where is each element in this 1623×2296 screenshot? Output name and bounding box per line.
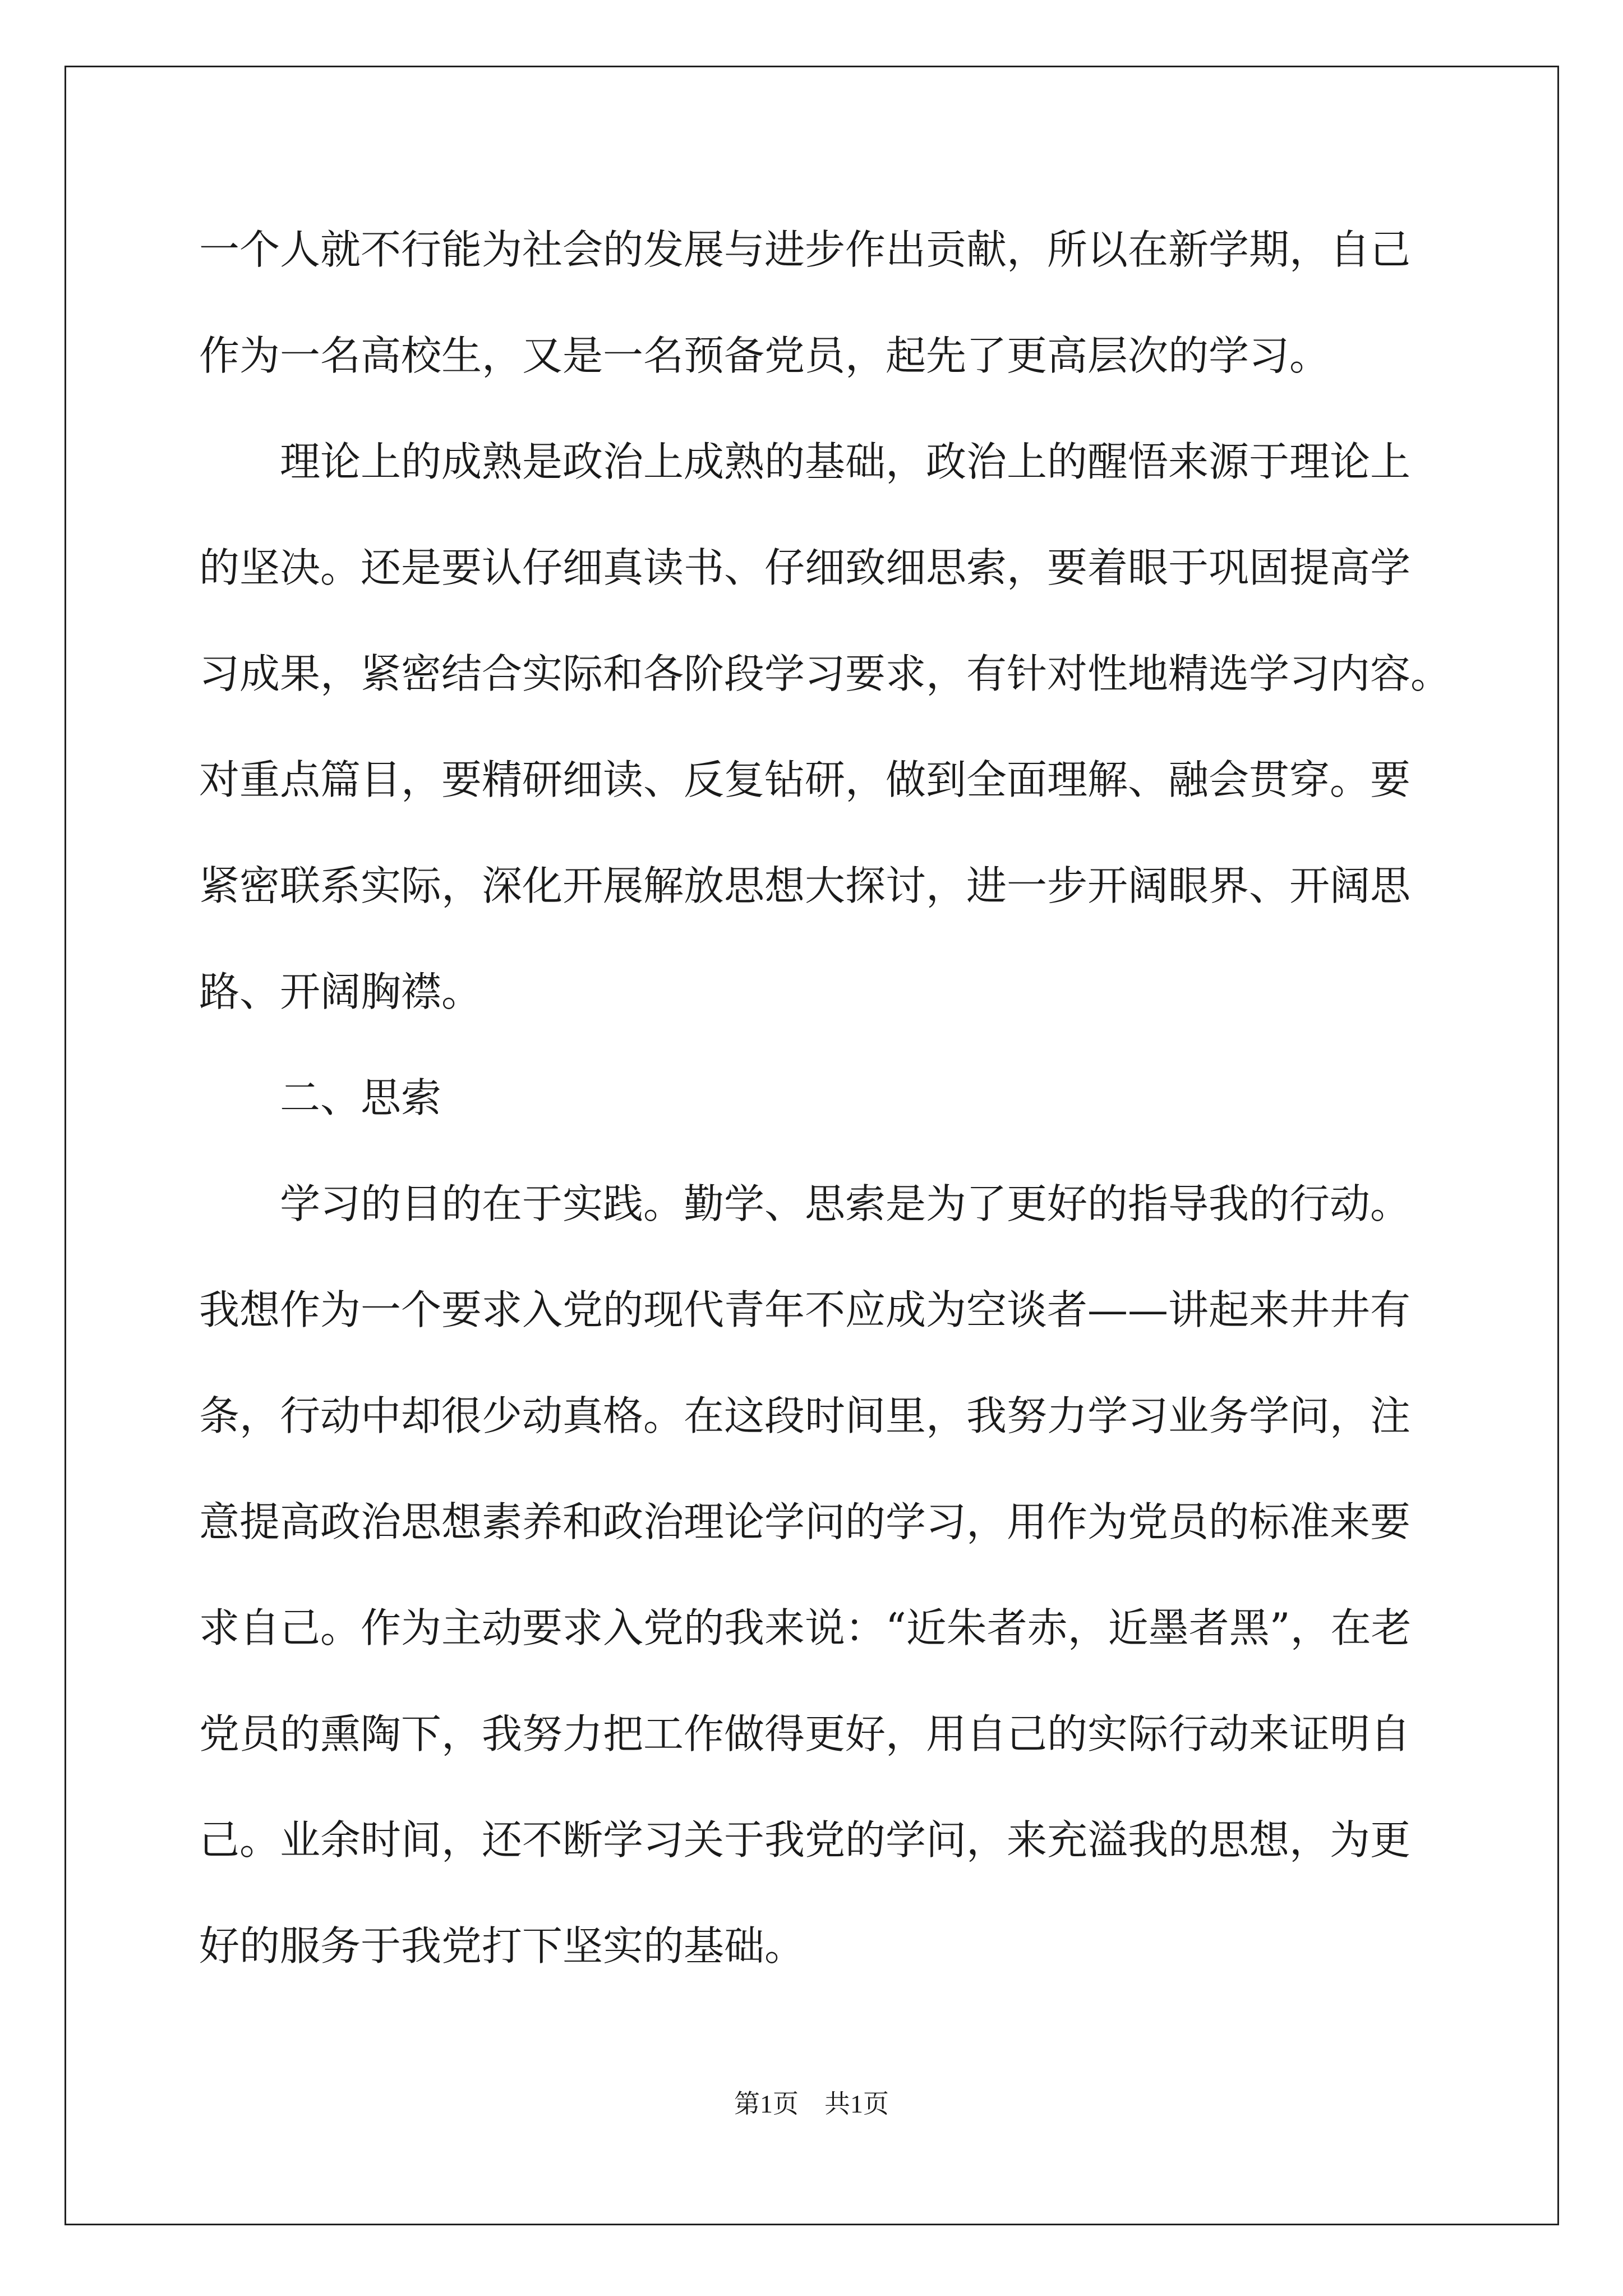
text-line: 己。业余时间，还不断学习关于我党的学问，来充溢我的思想，为更 (199, 1816, 1411, 1864)
text-line: 紧密联系实际，深化开展解放思想大探讨，进一步开阔眼界、开阔思 (199, 862, 1411, 909)
section-heading: 二、思索 (280, 1074, 442, 1121)
text-line: 求自己。作为主动要求入党的我来说：“近朱者赤，近墨者黑”，在老 (199, 1604, 1412, 1651)
page-frame (64, 66, 1559, 2225)
text-line: 意提高政治思想素养和政治理论学问的学习，用作为党员的标准来要 (199, 1498, 1411, 1545)
text-line: 习成果，紧密结合实际和各阶段学习要求，有针对性地精选学习内容。 (199, 650, 1451, 697)
page-number: 第1页 (734, 2090, 799, 2118)
page-footer (0, 2085, 1623, 2124)
paragraph-start-line: 理论上的成熟是政治上成熟的基础，政治上的醒悟来源于理论上 (280, 438, 1411, 485)
text-line: 党员的熏陶下，我努力把工作做得更好，用自己的实际行动来证明自 (199, 1710, 1411, 1757)
text-line: 好的服务于我党打下坚实的基础。 (199, 1922, 805, 1970)
text-line: 作为一名高校生，又是一名预备党员，起先了更高层次的学习。 (199, 332, 1330, 379)
text-line: 我想作为一个要求入党的现代青年不应成为空谈者——讲起来井井有 (199, 1286, 1411, 1333)
total-pages: 共1页 (824, 2090, 889, 2118)
text-line: 条，行动中却很少动真格。在这段时间里，我努力学习业务学问，注 (199, 1392, 1411, 1439)
text-line: 路、开阔胸襟。 (199, 968, 482, 1015)
text-line: 的坚决。还是要认仔细真读书、仔细致细思索，要着眼于巩固提高学 (199, 544, 1411, 591)
text-line: 对重点篇目，要精研细读、反复钻研，做到全面理解、融会贯穿。要 (199, 756, 1411, 803)
text-line: 一个人就不行能为社会的发展与进步作出贡献，所以在新学期，自己 (199, 226, 1411, 273)
paragraph-start-line: 学习的目的在于实践。勤学、思索是为了更好的指导我的行动。 (280, 1180, 1411, 1227)
